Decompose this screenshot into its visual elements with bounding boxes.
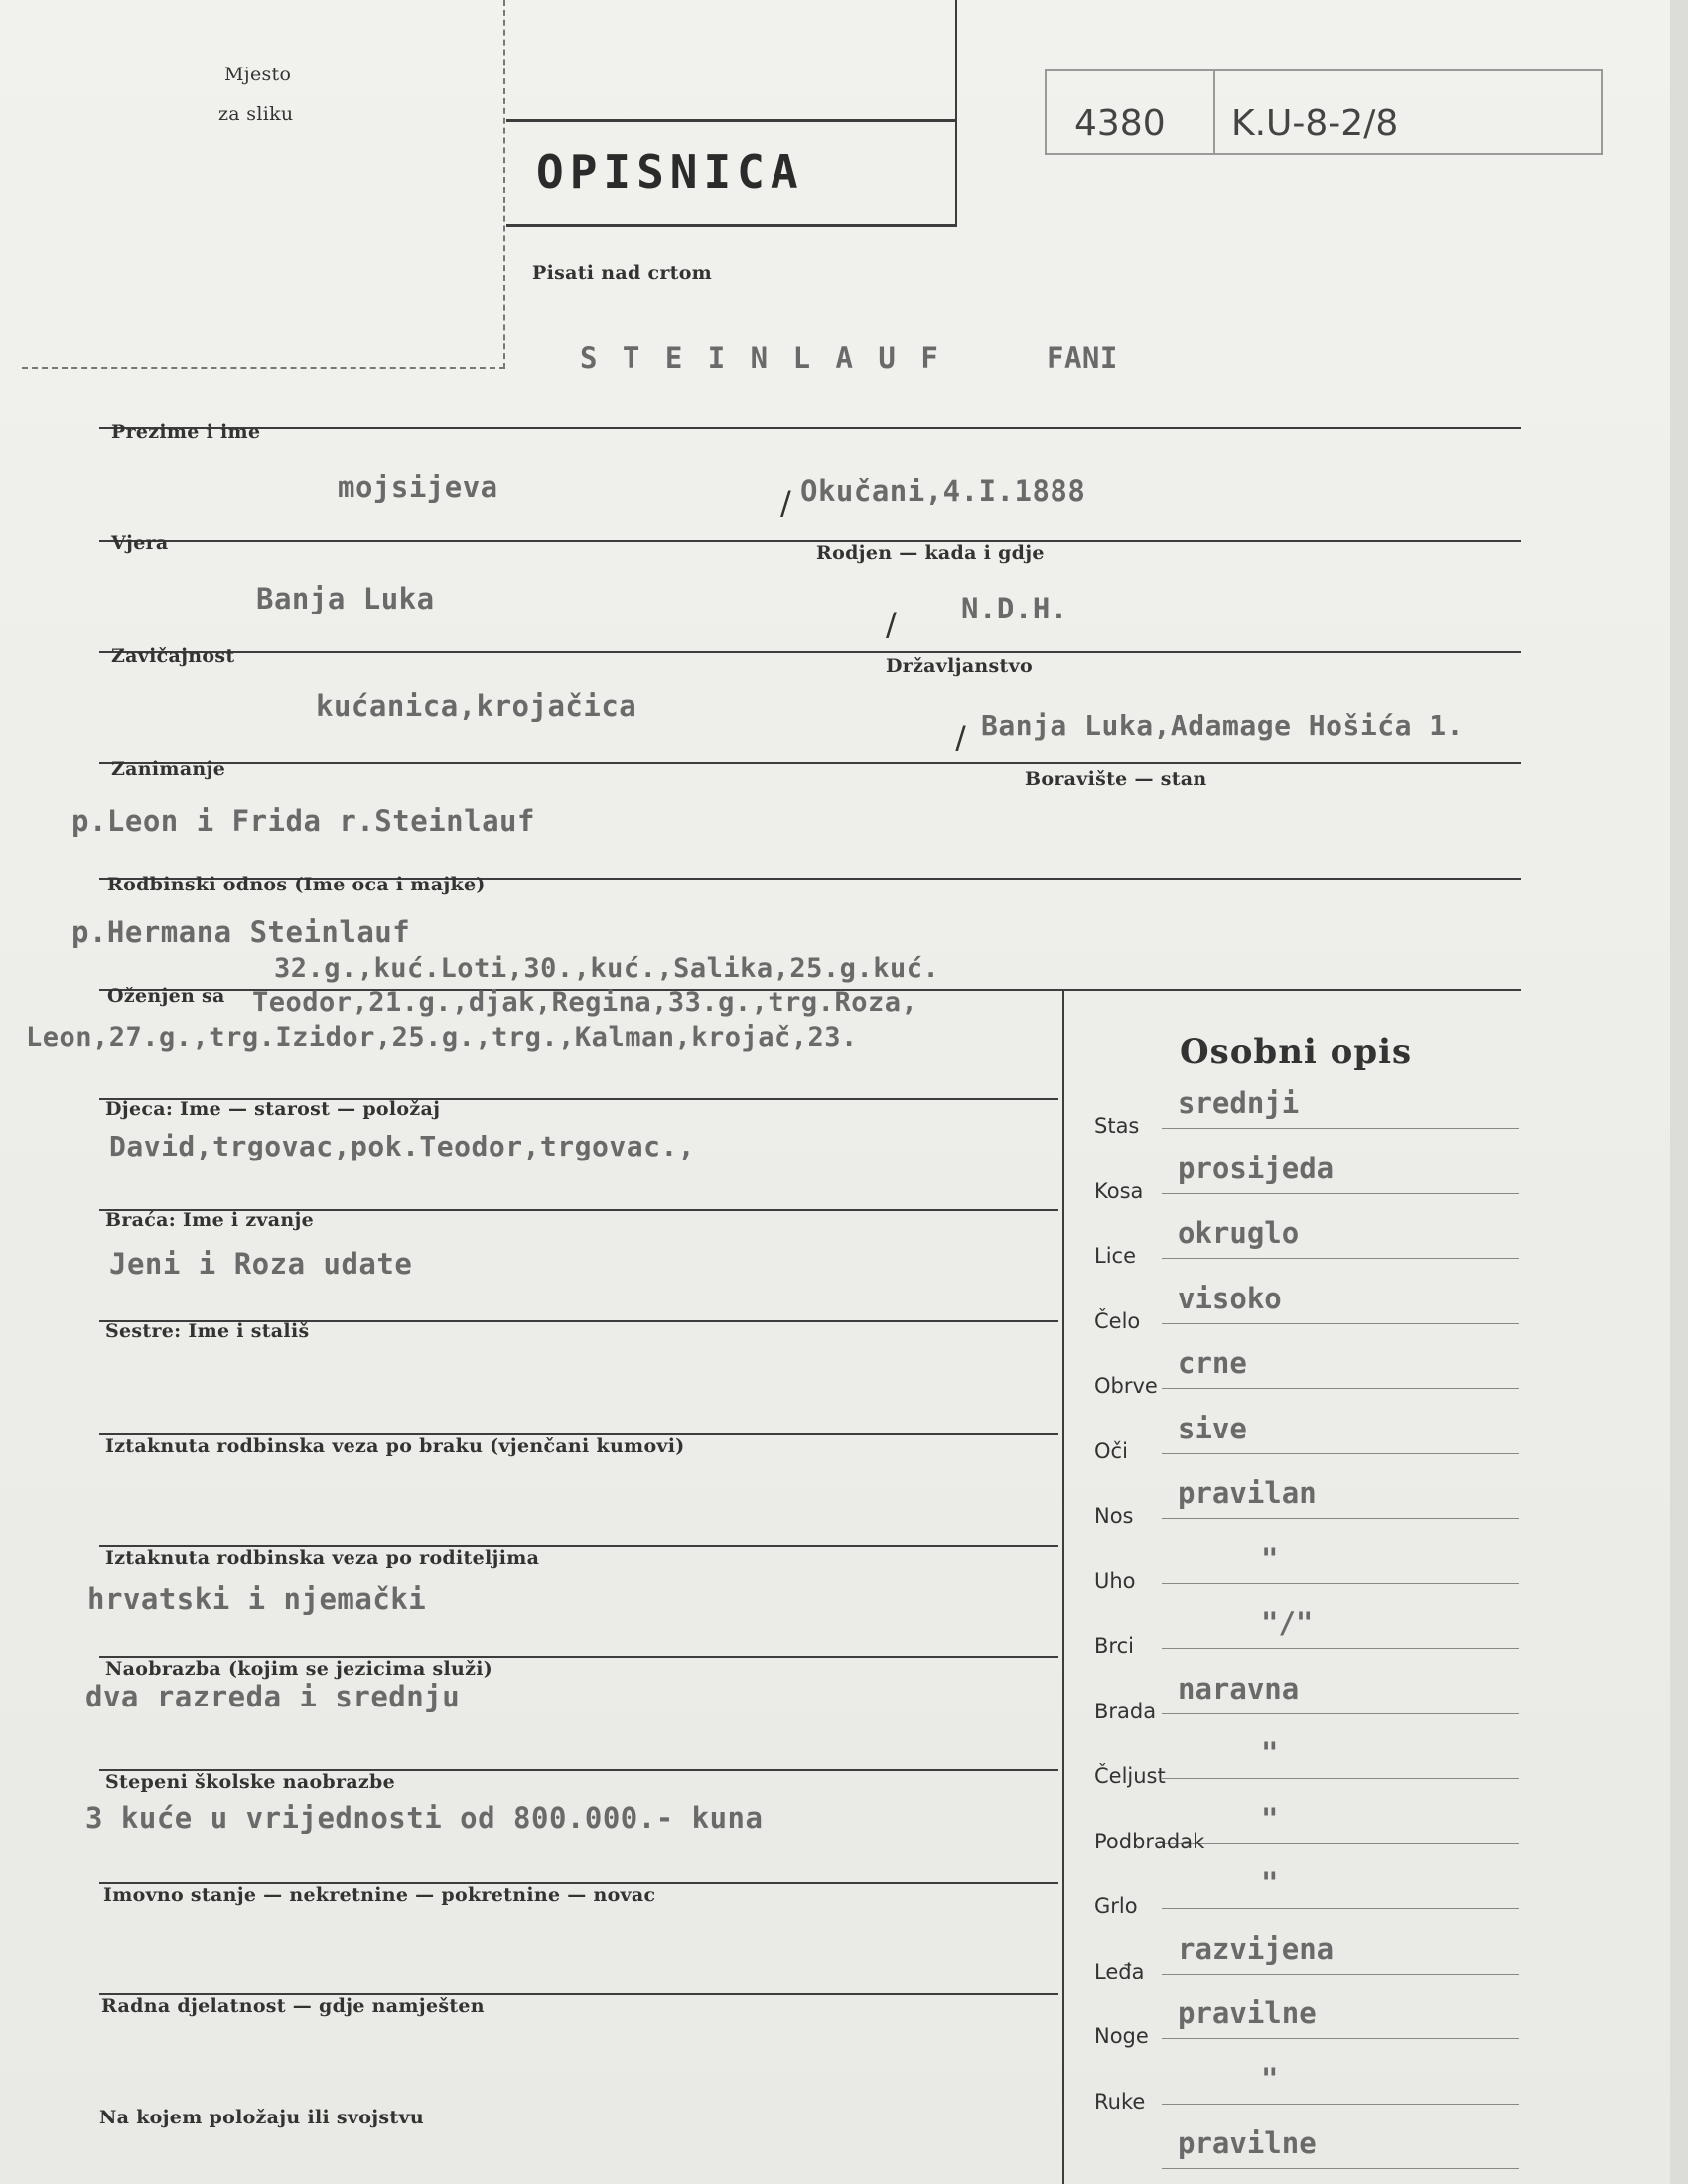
opis-value: " — [1261, 2061, 1279, 2096]
separator: / — [886, 606, 897, 643]
opis-line — [1162, 1193, 1519, 1194]
opis-label: Čeljust — [1094, 1764, 1166, 1788]
separator: / — [955, 719, 966, 756]
opis-line — [1162, 1583, 1519, 1584]
first-name: FANI — [1047, 341, 1118, 375]
photo-label-2: za sliku — [218, 103, 294, 125]
braca-label: Braća: Ime i zvanje — [105, 1209, 315, 1231]
opis-line — [1162, 1908, 1519, 1909]
opis-line — [1162, 1648, 1519, 1649]
paper-edge — [1670, 0, 1688, 2184]
rodbinski-value: p.Leon i Frida r.Steinlauf — [71, 804, 535, 838]
djeca-label: Djeca: Ime — starost — položaj — [105, 1098, 441, 1120]
line-zanimanje — [99, 762, 1521, 764]
zanimanje-label: Zanimanje — [111, 758, 226, 780]
opis-label: Uho — [1094, 1569, 1136, 1593]
boraviste-value: Banja Luka,Adamage Hošića 1. — [981, 709, 1465, 742]
title-bottom-line — [506, 224, 957, 227]
opis-line — [1162, 1128, 1519, 1129]
stamp-divider — [1213, 71, 1215, 153]
imovno-value: 3 kuće u vrijednosti od 800.000.- kuna — [85, 1801, 764, 1835]
opis-label: Obrve — [1094, 1374, 1158, 1398]
opis-value: crne — [1178, 1346, 1247, 1380]
opis-heading: Osobni opis — [1180, 1032, 1413, 1072]
opis-label: Noge — [1094, 2024, 1149, 2048]
opis-value: srednji — [1178, 1086, 1300, 1120]
line-vjera — [99, 540, 1521, 542]
ozenjen-label: Oženjen sa — [107, 985, 225, 1007]
photo-box — [22, 0, 505, 369]
line-prezime — [99, 427, 1521, 429]
prezime-label: Prezime i ime — [111, 421, 261, 443]
opis-value: okruglo — [1178, 1216, 1300, 1250]
title-divider — [955, 0, 957, 226]
reg-number: 4380 — [1074, 103, 1166, 144]
opis-value: " — [1261, 1736, 1279, 1770]
veza-roditelji-label: Iztaknuta rodbinska veza po roditeljima — [105, 1547, 540, 1569]
line-zavicajnost — [99, 651, 1521, 653]
skola-value: dva razreda i srednju — [85, 1680, 461, 1713]
ozenjen-value: p.Hermana Steinlauf — [71, 915, 411, 949]
opis-line — [1162, 1778, 1519, 1779]
djeca-line-3: Leon,27.g.,trg.Izidor,25.g.,trg.,Kalman,krojač,23. — [26, 1023, 858, 1053]
opis-line — [1162, 1843, 1519, 1844]
opis-line — [1162, 2104, 1519, 2105]
braca-value: Jeni i Roza udate — [109, 1247, 413, 1281]
opis-line — [1162, 1323, 1519, 1324]
opis-value: sive — [1178, 1411, 1247, 1445]
rodjen-value: Okučani,4.I.1888 — [800, 475, 1086, 508]
opis-line — [1162, 2038, 1519, 2039]
opis-label: Lice — [1094, 1244, 1136, 1268]
vjera-value: mojsijeva — [338, 471, 498, 504]
opis-value: pravilne — [1178, 2126, 1317, 2160]
opis-label: Leđa — [1094, 1959, 1145, 1983]
opis-value: razvijena — [1178, 1931, 1335, 1966]
djeca-line-1: 32.g.,kuć.Loti,30.,kuć.,Salika,25.g.kuć. — [274, 953, 940, 984]
zavicajnost-label: Zavičajnost — [111, 645, 235, 667]
polozaj-label: Na kojem položaju ili svojstvu — [99, 2107, 424, 2128]
drzavljanstvo-label: Državljanstvo — [886, 655, 1033, 677]
opis-line — [1162, 2168, 1519, 2169]
opis-label: Ruke — [1094, 2089, 1146, 2114]
reg-code: K.U-8-2/8 — [1231, 103, 1399, 144]
form-title: OPISNICA — [536, 145, 804, 199]
opis-line — [1162, 1518, 1519, 1519]
opis-value: pravilan — [1178, 1476, 1317, 1510]
opis-label: Podbradak — [1094, 1829, 1205, 1853]
opis-label: Stas — [1094, 1114, 1140, 1138]
jezici-value: hrvatski i njemački — [87, 1582, 427, 1616]
opis-line — [1162, 1388, 1519, 1389]
skola-label: Stepeni školske naobrazbe — [105, 1771, 395, 1793]
opis-value: " — [1261, 1541, 1279, 1575]
opis-label: Nos — [1094, 1504, 1134, 1528]
opis-value: visoko — [1178, 1281, 1282, 1315]
opis-line — [1162, 1713, 1519, 1714]
opis-value: " — [1261, 1801, 1279, 1836]
djeca-line-4: David,trgovac,pok.Teodor,trgovac., — [109, 1130, 696, 1162]
opis-value: "/" — [1261, 1606, 1314, 1640]
sestre-label: Sestre: Ime i stališ — [105, 1320, 310, 1342]
photo-label-1: Mjesto — [224, 64, 292, 85]
opis-divider — [1062, 989, 1064, 2184]
zavicajnost-value: Banja Luka — [256, 582, 435, 615]
opis-line — [1162, 1453, 1519, 1454]
drzavljanstvo-value: N.D.H. — [961, 592, 1068, 625]
opis-value: pravilne — [1178, 1996, 1317, 2030]
opis-line — [1162, 1974, 1519, 1975]
opis-value: " — [1261, 1866, 1279, 1900]
opis-value: naravna — [1178, 1671, 1300, 1706]
boraviste-label: Boravište — stan — [1025, 768, 1207, 790]
surname: S T E I N L A U F — [580, 341, 942, 375]
naobrazba-label: Naobrazba (kojim se jezicima služi) — [105, 1658, 493, 1680]
zanimanje-value: kućanica,krojačica — [316, 689, 637, 723]
opis-label: Brada — [1094, 1699, 1157, 1723]
rodjen-label: Rodjen — kada i gdje — [816, 542, 1045, 564]
opis-label: Brci — [1094, 1634, 1134, 1658]
imovno-label: Imovno stanje — nekretnine — pokretnine — novac — [103, 1884, 656, 1906]
opis-label: Čelo — [1094, 1308, 1141, 1333]
opis-label: Grlo — [1094, 1894, 1138, 1918]
rodbinski-label: Rodbinski odnos (Ime oca i majke) — [107, 874, 486, 895]
veza-braku-label: Iztaknuta rodbinska veza po braku (vjenčani kumovi) — [105, 1435, 685, 1457]
radna-label: Radna djelatnost — gdje namješten — [101, 1995, 485, 2017]
separator: / — [780, 484, 791, 522]
opis-line — [1162, 1258, 1519, 1259]
opis-label: Kosa — [1094, 1178, 1144, 1203]
djeca-line-2: Teodor,21.g.,djak,Regina,33.g.,trg.Roza, — [252, 987, 918, 1018]
title-top-line — [506, 119, 957, 122]
instruction: Pisati nad crtom — [532, 262, 713, 284]
opis-value: prosijeda — [1178, 1151, 1335, 1185]
vjera-label: Vjera — [111, 532, 169, 554]
opis-label: Oči — [1094, 1438, 1128, 1463]
